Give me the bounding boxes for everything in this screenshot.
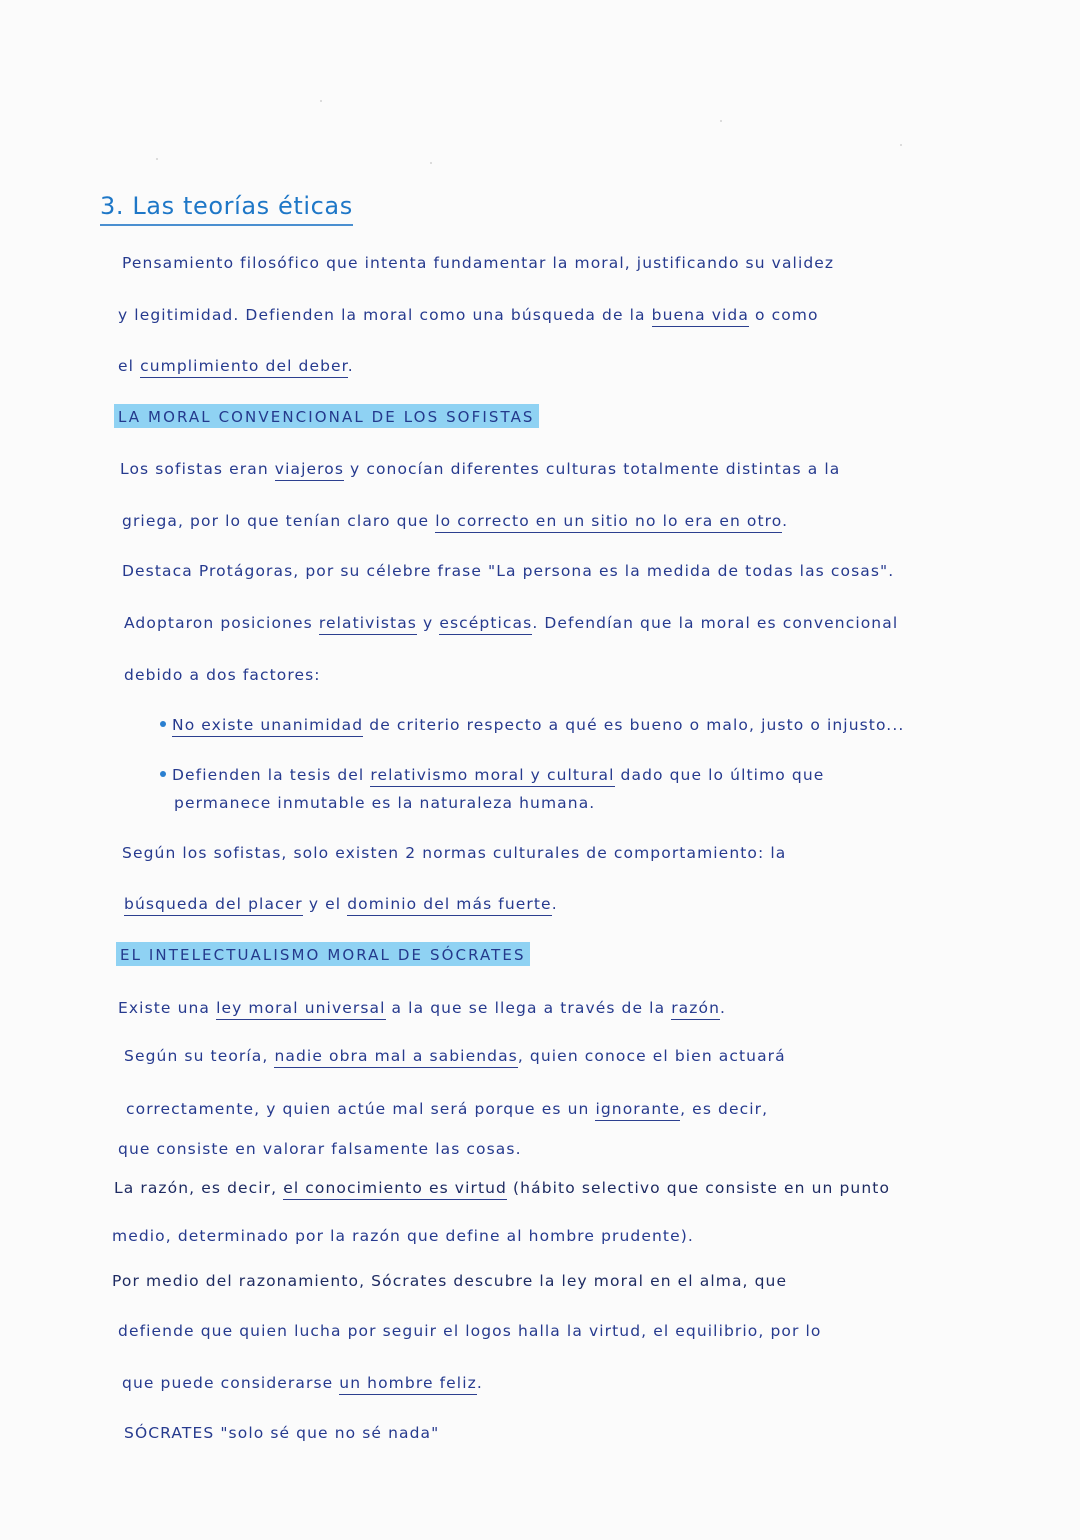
underlined-term: ley moral universal [216, 999, 385, 1020]
body-text: Adoptaron posiciones [124, 614, 319, 632]
body-text: Defienden la tesis del [172, 766, 371, 784]
underlined-term: escépticas [439, 614, 532, 635]
intro-text: . [347, 357, 354, 375]
intro-text: y legitimidad. Defienden la moral como una búsqueda de la [118, 306, 652, 324]
intro-text: el [118, 357, 141, 375]
socrates-line-1 [118, 997, 726, 1019]
sofistas-line-3 [122, 560, 894, 582]
body-text: Destaca Protágoras, por su célebre frase "La persona es la medida de todas las cosas". [122, 562, 895, 580]
sofistas-line-1 [120, 458, 840, 480]
intro-line-2 [118, 304, 819, 326]
body-text: medio, determinado por la razón que define al hombre prudente). [112, 1227, 694, 1245]
socrates-quote [124, 1422, 439, 1444]
sofistas-line-6 [122, 842, 786, 864]
underlined-term: lo correcto en un sitio no lo era en otro [435, 512, 782, 533]
body-text: . [782, 512, 789, 530]
paper-speck [156, 158, 158, 160]
body-text: (hábito selectivo que consiste en un punto [507, 1179, 891, 1197]
body-text: dado que lo último que [614, 766, 825, 784]
paper-speck [320, 100, 322, 102]
body-text: correctamente, y quien actúe mal será porque es un [126, 1100, 596, 1118]
body-text: y [416, 614, 440, 632]
sofistas-line-5 [124, 664, 321, 686]
underlined-term: No existe unanimidad [172, 716, 363, 737]
body-text: . Defendían que la moral es convencional [532, 614, 899, 632]
socrates-line-9 [122, 1372, 483, 1394]
socrates-line-3 [126, 1098, 768, 1120]
paper-speck [430, 162, 432, 164]
body-text: y el [302, 895, 348, 913]
section-title-socrates: EL INTELECTUALISMO MORAL DE SÓCRATES [116, 942, 530, 966]
body-text: Existe una [118, 999, 217, 1017]
underlined-term: ignorante [595, 1100, 680, 1121]
body-text: permanece inmutable es la naturaleza humana. [174, 794, 596, 812]
body-text: . [476, 1374, 483, 1392]
bullet-dot-icon [160, 721, 166, 727]
intro-text: o como [748, 306, 819, 324]
page-title: 3. Las teorías éticas [100, 192, 353, 226]
body-text: , quien conoce el bien actuará [517, 1047, 786, 1065]
body-text: Los sofistas eran [120, 460, 275, 478]
underlined-term: viajeros [275, 460, 344, 481]
underlined-term: buena vida [652, 306, 749, 327]
underlined-term: dominio del más fuerte [347, 895, 551, 916]
underlined-term: razón [671, 999, 720, 1020]
body-text: a la que se llega a través de la [385, 999, 672, 1017]
bullet-item-2 [160, 764, 824, 786]
body-text: . [720, 999, 727, 1017]
body-text: La razón, es decir, [114, 1179, 284, 1197]
body-text: defiende que quien lucha por seguir el logos halla la virtud, el equilibrio, por lo [118, 1322, 822, 1340]
bullet-dot-icon [160, 771, 166, 777]
body-text: de criterio respecto a qué es bueno o malo, justo o injusto... [363, 716, 905, 734]
sofistas-line-4 [124, 612, 898, 634]
intro-text: Pensamiento filosófico que intenta fundamentar la moral, justificando su validez [122, 254, 835, 272]
socrates-line-6 [112, 1225, 694, 1247]
underlined-term: relativismo moral y cultural [370, 766, 614, 787]
body-text: griega, por lo que tenían claro que [122, 512, 436, 530]
underlined-term: un hombre feliz [339, 1374, 477, 1395]
body-text: SÓCRATES "solo sé que no sé nada" [124, 1424, 440, 1442]
body-text: . [551, 895, 558, 913]
section-title-sofistas: LA MORAL CONVENCIONAL DE LOS SOFISTAS [114, 404, 539, 428]
socrates-line-4 [118, 1138, 522, 1160]
underlined-term: el conocimiento es virtud [283, 1179, 507, 1200]
body-text: debido a dos factores: [124, 666, 321, 684]
body-text: Según los sofistas, solo existen 2 normas culturales de comportamiento: la [122, 844, 787, 862]
body-text: que puede considerarse [122, 1374, 340, 1392]
paper-speck [900, 144, 902, 146]
underlined-term: búsqueda del placer [124, 895, 303, 916]
underlined-term: nadie obra mal a sabiendas [274, 1047, 517, 1068]
socrates-line-5 [114, 1177, 890, 1199]
body-text: Por medio del razonamiento, Sócrates descubre la ley moral en el alma, que [112, 1272, 788, 1290]
paper-speck [720, 120, 722, 122]
bullet-item-1 [160, 714, 904, 736]
socrates-line-7 [112, 1270, 787, 1292]
body-text: , es decir, [680, 1100, 769, 1118]
intro-line-3 [118, 355, 354, 377]
socrates-line-8 [118, 1320, 821, 1342]
body-text: que consiste en valorar falsamente las cosas. [118, 1140, 522, 1158]
underlined-term: cumplimiento del deber [140, 357, 348, 378]
body-text: Según su teoría, [124, 1047, 275, 1065]
bullet-item-2-cont [174, 792, 595, 814]
underlined-term: relativistas [319, 614, 417, 635]
intro-line-1 [122, 252, 834, 274]
sofistas-line-7 [124, 893, 558, 915]
sofistas-line-2 [122, 510, 788, 532]
body-text: y conocían diferentes culturas totalmente distintas a la [344, 460, 841, 478]
socrates-line-2 [124, 1045, 786, 1067]
